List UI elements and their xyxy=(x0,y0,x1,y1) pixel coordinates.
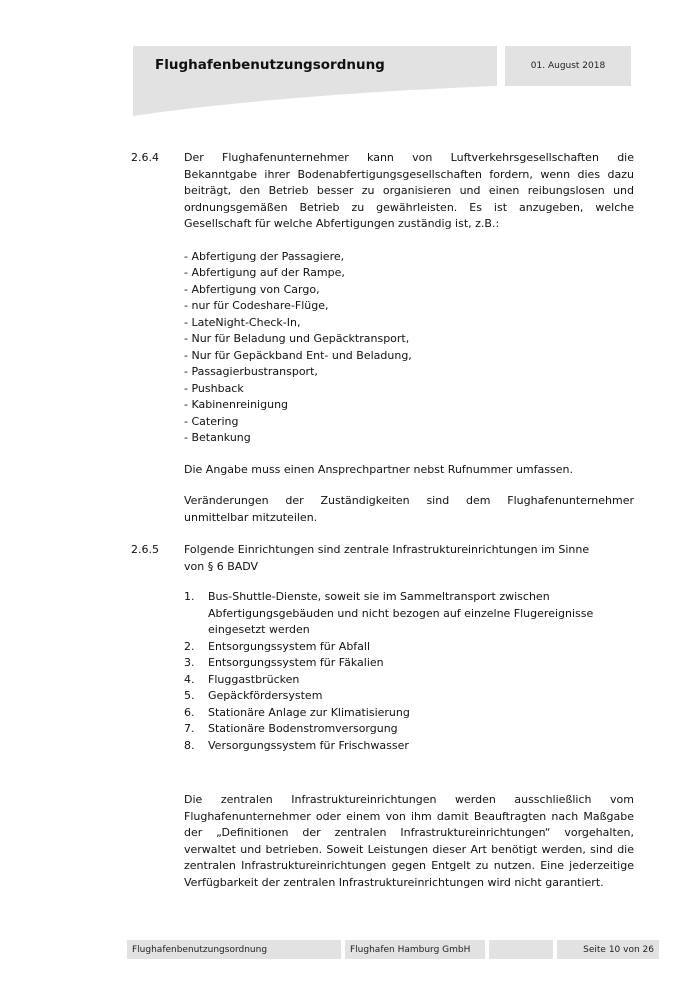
list-item xyxy=(184,688,634,705)
section-number: 2.6.4 xyxy=(131,151,159,164)
list-item: - Nur für Beladung und Gepäcktransport, xyxy=(184,332,410,345)
handling-list xyxy=(184,249,634,447)
item-text: Stationäre Bodenstromversorgung xyxy=(208,722,398,735)
footer-page-number: Seite 10 von 26 xyxy=(557,940,659,959)
item-text: Stationäre Anlage zur Klimatisierung xyxy=(208,705,410,719)
document-title: Flughafenbenutzungsordnung xyxy=(155,57,385,73)
item-number: 5. xyxy=(184,689,195,702)
header-date: 01. August 2018 xyxy=(505,46,631,86)
list-item: - Betankung xyxy=(184,431,251,444)
list-item: - Pushback xyxy=(184,381,244,395)
list-item xyxy=(184,639,634,656)
list-item: - Abfertigung auf der Rampe, xyxy=(184,266,345,279)
section-2-6-5 xyxy=(131,542,634,891)
section-body xyxy=(184,542,634,891)
item-text: Versorgungssystem für Frischwasser xyxy=(208,738,409,752)
item-text: Entsorgungssystem für Abfall xyxy=(208,639,371,653)
list-item xyxy=(184,721,634,738)
section-number: 2.6.5 xyxy=(131,543,159,556)
document-body xyxy=(131,150,634,891)
footer-company: Flughafen Hamburg GmbH xyxy=(345,940,485,959)
infrastructure-list xyxy=(184,589,634,754)
list-item xyxy=(184,672,634,689)
list-item: - Kabinenreinigung xyxy=(184,398,289,411)
item-number: 4. xyxy=(184,672,195,686)
list-item: - nur für Codeshare-Flüge, xyxy=(184,299,329,312)
section-intro: Der Flughafenunternehmer kann von Luftverkehrsgesellschaften die Bekanntgabe ihrer Bodenabfertigungsgesellschaften fordern, wenn dies dazu beiträgt, den Betrieb besser zu organisieren und einen reibungslosen und ordnungsgemäßen Betrieb zu gewährleisten. Es ist anzugeben, welche Gesellschaft für welche Abfertigungen zuständig ist, z.B.: xyxy=(184,151,634,230)
list-item: - Catering xyxy=(184,414,239,428)
footer-blank-cell xyxy=(489,940,553,959)
item-number: 7. xyxy=(184,722,195,735)
item-number: 2. xyxy=(184,639,195,653)
list-item: - Abfertigung von Cargo, xyxy=(184,282,320,296)
section-intro-line-1: Folgende Einrichtungen sind zentrale Infrastruktureinrichtungen im Sinne xyxy=(184,543,590,556)
changes-note: Veränderungen der Zuständigkeiten sind dem Flughafenunternehmer unmittelbar mitzuteilen. xyxy=(184,494,634,524)
list-item xyxy=(184,705,634,722)
item-text: Bus-Shuttle-Dienste, soweit sie im Sammeltransport zwischen Abfertigungsgebäuden und nicht bezogen auf einzelne Flugereignisse eingesetzt werden xyxy=(208,590,594,636)
item-number: 8. xyxy=(184,738,195,752)
list-item: - Passagierbustransport, xyxy=(184,365,318,378)
item-text: Fluggastbrücken xyxy=(208,672,300,686)
list-item xyxy=(184,655,634,672)
page-footer xyxy=(127,940,659,959)
section-body xyxy=(184,150,634,526)
list-item: - Abfertigung der Passagiere, xyxy=(184,249,345,263)
section-intro-line-2: von § 6 BADV xyxy=(184,559,259,573)
closing-paragraph: Die zentralen Infrastruktureinrichtungen werden ausschließlich vom Flughafenunternehmer oder einem von ihm damit Beauftragten nach Maßgabe der „Definitionen der zentralen Infrastruktureinrichtungen“ vorgehalten, verwaltet und betrieben. Soweit Leistungen dieser Art benötigt werden, sind die zentralen Infrastruktureinrichtungen gegen Entgelt zu nutzen. Eine jederzeitige Verfügbarkeit der zentralen Infrastruktureinrichtungen wird nicht garantiert. xyxy=(184,793,634,889)
item-number: 1. xyxy=(184,590,195,603)
item-text: Entsorgungssystem für Fäkalien xyxy=(208,656,384,669)
list-item: - Nur für Gepäckband Ent- und Beladung, xyxy=(184,348,412,362)
footer-document-name: Flughafenbenutzungsordnung xyxy=(127,940,341,959)
item-number: 3. xyxy=(184,656,195,669)
section-2-6-4 xyxy=(131,150,634,526)
item-number: 6. xyxy=(184,705,195,719)
list-item: - LateNight-Check-In, xyxy=(184,315,301,329)
list-item xyxy=(184,738,634,755)
item-text: Gepäckfördersystem xyxy=(208,689,323,702)
list-item xyxy=(184,589,634,639)
contact-note: Die Angabe muss einen Ansprechpartner nebst Rufnummer umfassen. xyxy=(184,462,573,476)
